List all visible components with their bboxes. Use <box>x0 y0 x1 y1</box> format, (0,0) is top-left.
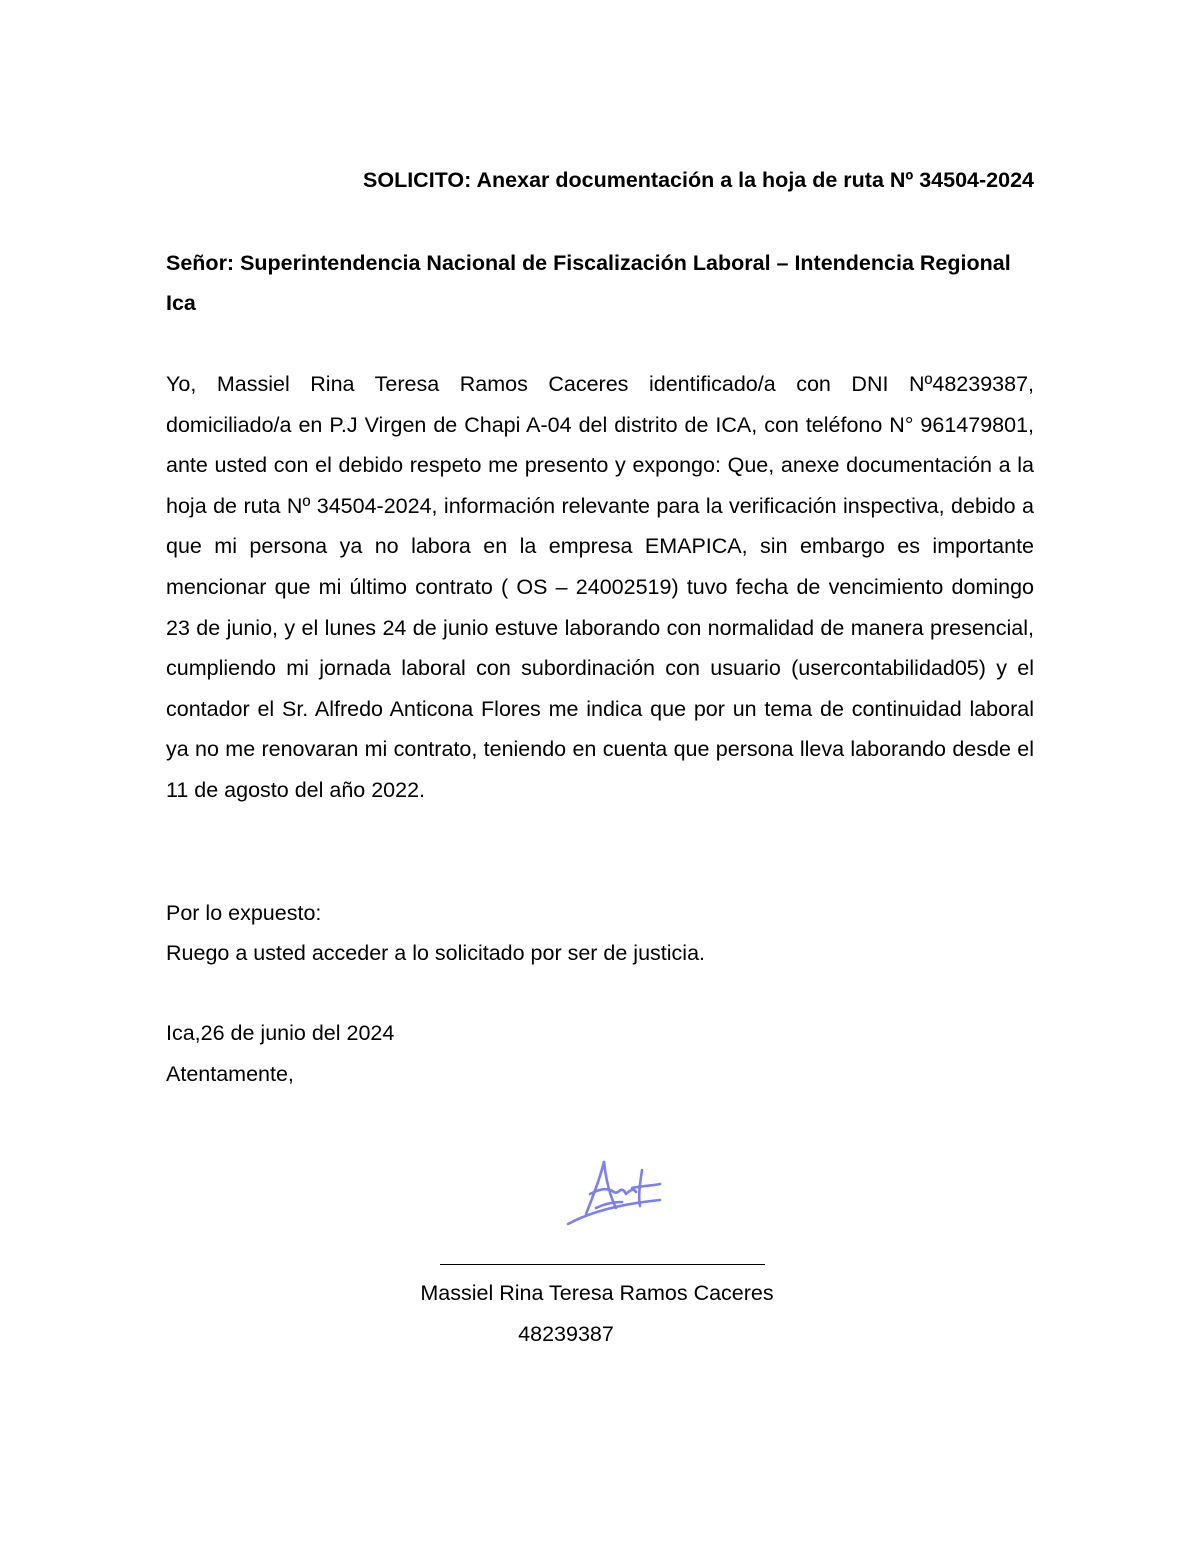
date-section <box>166 1013 1034 1095</box>
signature-icon <box>560 1150 670 1230</box>
closing-intro: Por lo expuesto: <box>166 901 322 925</box>
farewell: Atentamente, <box>166 1062 294 1086</box>
signer-dni: 48239387 <box>518 1322 614 1346</box>
addressee: Señor: Superintendencia Nacional de Fiscalización Laboral – Intendencia Regional Ica <box>166 251 1011 315</box>
subject-line: SOLICITO: Anexar documentación a la hoja de ruta Nº 34504-2024 <box>363 168 1034 192</box>
letter-body: Yo, Massiel Rina Teresa Ramos Caceres identificado/a con DNI Nº48239387, domiciliado/a en P.J Virgen de Chapi A-04 del distrito de ICA, con teléfono N° 961479801, ante usted con el debido respeto me presento y expongo: Que, anexe documentación a la hoja de ruta Nº 34504-2024, información relevante para la verificación inspectiva, debido a que mi persona ya no labora en la empresa EMAPICA, sin embargo es importante mencionar que mi último contrato ( OS – 24002519) tuvo fecha de vencimiento domingo 23 de junio, y el lunes 24 de junio estuve laborando con normalidad de manera presencial, cumpliendo mi jornada laboral con subordinación con usuario (usercontabilidad05) y el contador el Sr. Alfredo Anticona Flores me indica que por un tema de continuidad laboral ya no me renovaran mi contrato, teniendo en cuenta que persona lleva laborando desde el 11 de agosto del año 2022. <box>166 372 1034 802</box>
letter-date: Ica,26 de junio del 2024 <box>166 1021 395 1045</box>
signature-line <box>440 1264 765 1265</box>
closing-section <box>166 893 1034 973</box>
signer-name: Massiel Rina Teresa Ramos Caceres <box>420 1281 774 1305</box>
closing-request: Ruego a usted acceder a lo solicitado por ser de justicia. <box>166 941 706 965</box>
